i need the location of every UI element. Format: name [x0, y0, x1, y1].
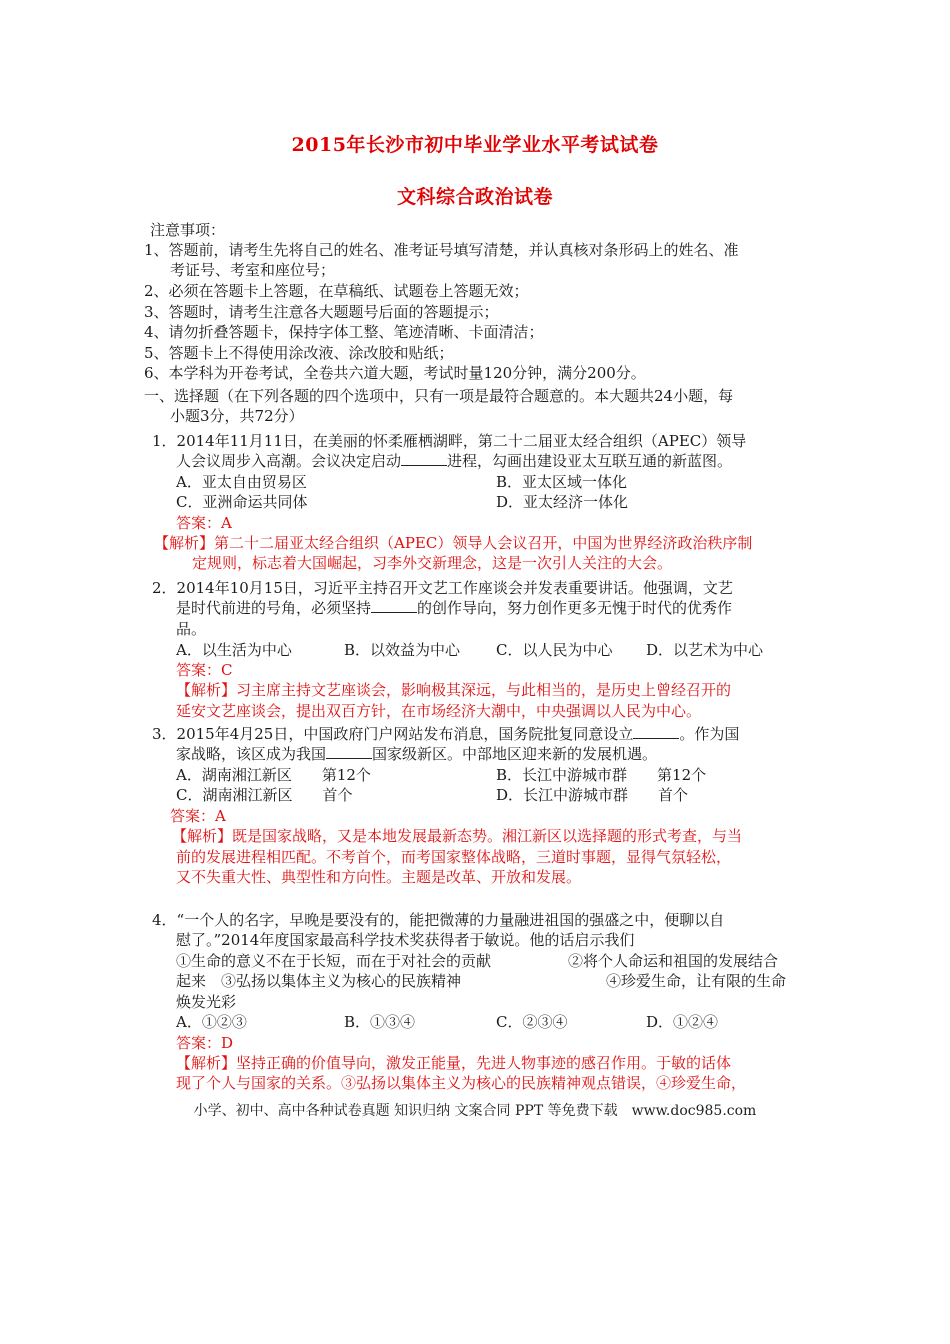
question-1-text	[176, 451, 732, 471]
explanation-text: 又不失重大性、典型性和方向性。主题是改革、开放和发展。	[176, 868, 582, 886]
section-heading: 小题3分，共72分）	[170, 407, 304, 425]
explanation-text: 【解析】坚持正确的价值导向，激发正能量，先进人物事迹的感召作用。于敏的话体	[176, 1054, 732, 1072]
answer-blank	[633, 724, 679, 739]
explanation-text: 定规则，标志着大国崛起，习李外交新理念，这是一次引人关注的大会。	[192, 554, 673, 572]
answer-blank	[326, 744, 372, 759]
question-2-text: 品。	[176, 620, 207, 638]
option-b: B．长江中游城市群 第12个	[496, 766, 707, 784]
option-d: D．以艺术为中心	[646, 641, 764, 659]
notes-heading: 注意事项：	[150, 221, 226, 239]
question-1-text: 1．2014年11月11日，在美丽的怀柔雁栖湖畔，第二十二届亚太经合组织（APEC）领导	[152, 432, 747, 450]
note-line: 4、请勿折叠答题卡，保持字体工整、笔迹清晰、卡面清洁；	[144, 323, 544, 341]
question-4-text: 焕发光彩	[176, 993, 237, 1011]
question-text-part: 是时代前进的号角，必须坚持	[176, 599, 372, 617]
option-c: C．亚洲命运共同体	[176, 493, 308, 511]
option-d: D．亚太经济一体化	[496, 493, 629, 511]
note-line: 考证号、考室和座位号；	[170, 261, 336, 279]
question-text-part: 3．2015年4月25日，中国政府门户网站发布消息，国务院批复同意设立	[152, 725, 634, 743]
question-4-text: ②将个人命运和祖国的发展结合	[568, 952, 779, 970]
question-3-text	[176, 744, 657, 764]
note-line: 1、答题前，请考生先将自己的姓名、准考证号填写清楚，并认真核对条形码上的姓名、准	[144, 241, 739, 259]
explanation-text: 延安文艺座谈会，提出双百方针，在市场经济大潮中，中央强调以人民为中心。	[176, 702, 702, 720]
question-text-part: 人会议周步入高潮。会议决定启动	[176, 452, 402, 470]
page-footer: 小学、初中、高中各种试卷真题 知识归纳 文案合同 PPT 等免费下载 www.doc985.com	[193, 1103, 757, 1119]
page-title: 2015年长沙市初中毕业学业水平考试试卷	[291, 134, 659, 156]
option-c: C．湖南湘江新区 首个	[176, 786, 353, 804]
explanation-text: 【解析】第二十二届亚太经合组织（APEC）领导人会议召开，中国为世界经济政治秩序制	[154, 534, 753, 552]
option-a: A．亚太自由贸易区	[176, 473, 307, 491]
option-b: B．以效益为中心	[344, 641, 461, 659]
question-text-part: 进程，勾画出建设亚太互联互通的新蓝图。	[447, 452, 733, 470]
note-line: 6、本学科为开卷考试，全卷共六道大题，考试时量120分钟，满分200分。	[144, 364, 646, 382]
section-heading: 一、选择题（在下列各题的四个选项中，只有一项是最符合题意的。本大题共24小题，每	[144, 387, 734, 405]
option-a: A．湖南湘江新区 第12个	[176, 766, 371, 784]
question-4-text: ④珍爱生命，让有限的生命	[606, 972, 787, 990]
option-b: B．①③④	[344, 1013, 416, 1031]
option-a: A．①②③	[176, 1013, 247, 1031]
question-text-part: 家战略，该区成为我国	[176, 745, 327, 763]
explanation-text: 【解析】既是国家战略，又是本地发展最新态势。湘江新区以选择题的形式考查，与当	[172, 827, 743, 845]
answer-blank	[371, 598, 417, 613]
note-line: 5、答题卡上不得使用涂改液、涂改胶和贴纸；	[144, 344, 454, 362]
question-4-text: 慰了。”2014年度国家最高科学技术奖获得者于敏说。他的话启示我们	[176, 931, 635, 949]
question-text-part: 国家级新区。中部地区迎来新的发展机遇。	[372, 745, 658, 763]
question-4-text: 4．“一个人的名字，早晚是要没有的，能把微薄的力量融进祖国的强盛之中，便聊以自	[152, 911, 725, 929]
option-a: A．以生活为中心	[176, 641, 292, 659]
question-4-text: ①生命的意义不在于长短，而在于对社会的贡献	[176, 952, 492, 970]
question-text-part: 的创作导向，努力创作更多无愧于时代的优秀作	[417, 599, 733, 617]
explanation-text: 【解析】习主席主持文艺座谈会，影响极其深远，与此相当的，是历史上曾经召开的	[176, 681, 732, 699]
option-c: C．②③④	[496, 1013, 568, 1031]
question-text-part: 。作为国	[679, 725, 740, 743]
note-line: 2、必须在答题卡上答题，在草稿纸、试题卷上答题无效；	[144, 282, 529, 300]
option-d: D．长江中游城市群 首个	[496, 786, 689, 804]
answer-label: 答案：D	[176, 1034, 234, 1052]
question-4-text: 起来 ③弘扬以集体主义为核心的民族精神	[176, 972, 462, 990]
answer-label: 答案：C	[176, 661, 233, 679]
answer-label: 答案：A	[170, 807, 226, 825]
question-2-text: 2．2014年10月15日，习近平主持召开文艺工作座谈会并发表重要讲话。他强调，文艺	[152, 579, 733, 597]
answer-label: 答案：A	[176, 514, 232, 532]
question-3-text	[152, 724, 739, 744]
note-line: 3、答题时，请考生注意各大题题号后面的答题提示；	[144, 303, 499, 321]
option-c: C．以人民为中心	[496, 641, 613, 659]
page-subtitle: 文科综合政治试卷	[396, 186, 553, 208]
answer-blank	[401, 451, 447, 466]
option-b: B．亚太区域一体化	[496, 473, 628, 491]
question-2-text	[176, 598, 732, 618]
option-d: D．①②④	[646, 1013, 719, 1031]
explanation-text: 现了个人与国家的关系。③弘扬以集体主义为核心的民族精神观点错误，④珍爱生命，	[176, 1074, 747, 1092]
explanation-text: 前的发展进程相匹配。不考首个，而考国家整体战略，三道时事题，显得气氛轻松，	[176, 848, 732, 866]
